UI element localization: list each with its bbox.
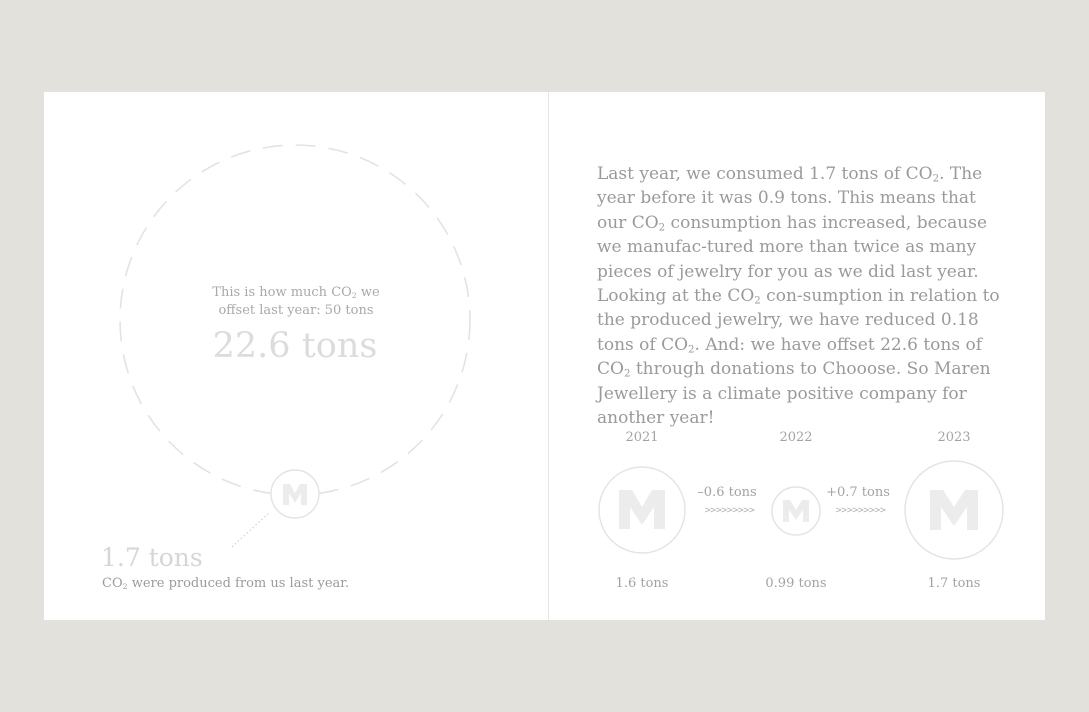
co2-subscript: 2 bbox=[754, 295, 761, 307]
offset-dashed-circle bbox=[120, 145, 470, 495]
year-2021: 2021 bbox=[625, 430, 659, 445]
paragraph-text: through donations to Chooose. So Maren Jewellery is a climate positive company for another year! bbox=[597, 359, 991, 429]
arrows-2022-2023: >>>>>>>>> bbox=[835, 505, 886, 516]
tons-2022: 0.99 tons bbox=[765, 576, 827, 591]
offset-caption bbox=[196, 284, 396, 320]
produced-caption bbox=[102, 575, 349, 593]
produced-caption-text: were produced from us last year. bbox=[127, 576, 350, 591]
arrows-2021-2022: >>>>>>>>> bbox=[704, 505, 755, 516]
produced-caption-text: CO bbox=[102, 576, 123, 591]
co2-subscript: 2 bbox=[658, 222, 666, 234]
body-paragraph bbox=[597, 162, 1007, 430]
year-2023: 2023 bbox=[937, 430, 971, 445]
tons-2021: 1.6 tons bbox=[615, 576, 669, 591]
delta-2022-2023: +0.7 tons bbox=[826, 485, 890, 500]
produced-value: 1.7 tons bbox=[101, 543, 203, 572]
offset-caption-text: we bbox=[356, 285, 380, 300]
paragraph-text: Last year, we consumed 1.7 tons of CO bbox=[597, 164, 933, 184]
offset-value: 22.6 tons bbox=[212, 326, 378, 366]
co2-subscript: 2 bbox=[688, 344, 695, 356]
paragraph-text: . And: we have offset 22.6 tons of CO bbox=[597, 334, 982, 380]
paragraph-text: con-sumption in relation to the produced jewelry, we have reduced 0.18 tons of CO bbox=[597, 286, 1000, 355]
co2-subscript: 2 bbox=[932, 173, 940, 185]
offset-caption-text: This is how much CO bbox=[212, 285, 352, 300]
paragraph-text: consumption has increased, because we manufac-tured more than twice as many pieces of jewelry for you as we did last year. Looking at the CO bbox=[597, 212, 988, 307]
paragraph-text: . The year before it was 0.9 tons. This means that our CO bbox=[597, 164, 983, 233]
co2-subscript: 2 bbox=[351, 290, 357, 300]
leader-dotted-line bbox=[232, 512, 270, 547]
offset-caption-line2: offset last year: 50 tons bbox=[218, 303, 374, 318]
co2-subscript: 2 bbox=[623, 368, 631, 380]
delta-2021-2022: –0.6 tons bbox=[697, 485, 757, 500]
year-2022: 2022 bbox=[779, 430, 813, 445]
tons-2023: 1.7 tons bbox=[927, 576, 981, 591]
co2-subscript: 2 bbox=[122, 581, 128, 591]
